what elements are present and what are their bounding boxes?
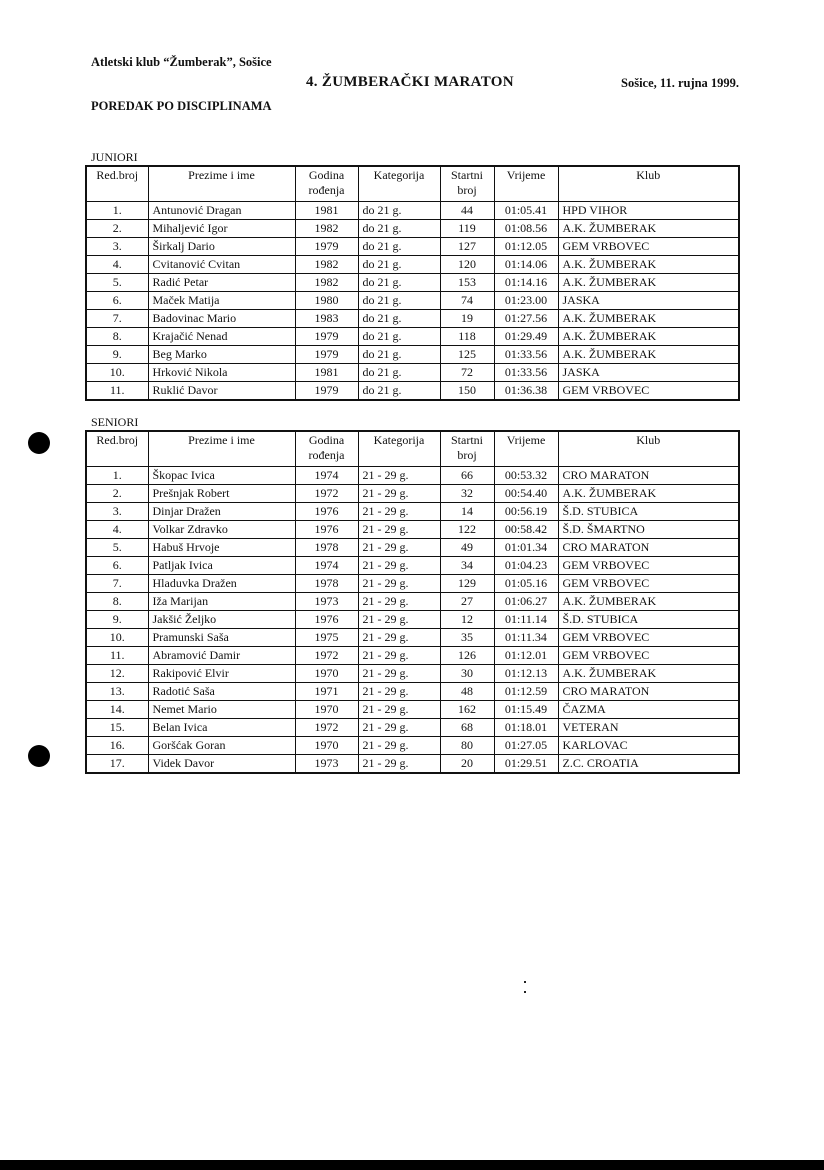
table-row: [86, 364, 739, 382]
rank-cell: 7.: [86, 310, 148, 328]
name-cell: Habuš Hrvoje: [148, 539, 295, 557]
year-cell: 1979: [295, 346, 358, 364]
rank-cell: 10.: [86, 629, 148, 647]
table-row: [86, 328, 739, 346]
name-cell: Hrković Nikola: [148, 364, 295, 382]
category-cell: do 21 g.: [358, 292, 440, 310]
club-cell: CRO MARATON: [558, 539, 739, 557]
year-cell: 1973: [295, 593, 358, 611]
table-row: [86, 467, 739, 485]
punch-hole-mark: [28, 745, 50, 767]
rank-cell: 15.: [86, 719, 148, 737]
time-cell: 01:06.27: [494, 593, 558, 611]
club-cell: KARLOVAC: [558, 737, 739, 755]
rank-cell: 12.: [86, 665, 148, 683]
time-cell: 01:08.56: [494, 220, 558, 238]
rank-cell: 8.: [86, 593, 148, 611]
category-cell: do 21 g.: [358, 202, 440, 220]
year-cell: 1978: [295, 539, 358, 557]
table-row: [86, 629, 739, 647]
name-cell: Mihaljević Igor: [148, 220, 295, 238]
scan-speck: [524, 981, 526, 983]
time-cell: 01:01.34: [494, 539, 558, 557]
name-cell: Cvitanović Cvitan: [148, 256, 295, 274]
table-row: [86, 202, 739, 220]
time-cell: 01:27.05: [494, 737, 558, 755]
club-cell: A.K. ŽUMBERAK: [558, 274, 739, 292]
bib-cell: 35: [440, 629, 494, 647]
category-cell: 21 - 29 g.: [358, 629, 440, 647]
bib-cell: 14: [440, 503, 494, 521]
year-cell: 1982: [295, 220, 358, 238]
time-cell: 01:11.14: [494, 611, 558, 629]
name-cell: Jakšić Željko: [148, 611, 295, 629]
club-cell: GEM VRBOVEC: [558, 382, 739, 401]
rank-cell: 11.: [86, 647, 148, 665]
bib-cell: 118: [440, 328, 494, 346]
table-row: [86, 346, 739, 364]
table-row: [86, 256, 739, 274]
rank-cell: 6.: [86, 557, 148, 575]
bib-cell: 68: [440, 719, 494, 737]
table-row: [86, 310, 739, 328]
bib-cell: 125: [440, 346, 494, 364]
rank-cell: 5.: [86, 274, 148, 292]
rank-cell: 17.: [86, 755, 148, 774]
col-header-time: Vrijeme: [494, 166, 558, 202]
year-cell: 1970: [295, 737, 358, 755]
rank-cell: 13.: [86, 683, 148, 701]
page-subtitle: POREDAK PO DISCIPLINAMA: [91, 99, 272, 113]
category-cell: 21 - 29 g.: [358, 557, 440, 575]
col-header-rank: Red.broj: [86, 431, 148, 467]
section-label-seniors: SENIORI: [91, 415, 139, 429]
bib-cell: 120: [440, 256, 494, 274]
time-cell: 01:05.16: [494, 575, 558, 593]
section-label-juniors: JUNIORI: [91, 150, 138, 164]
table-row: [86, 382, 739, 401]
rank-cell: 1.: [86, 202, 148, 220]
time-cell: 00:56.19: [494, 503, 558, 521]
year-cell: 1971: [295, 683, 358, 701]
name-cell: Iža Marijan: [148, 593, 295, 611]
time-cell: 01:29.51: [494, 755, 558, 774]
rank-cell: 8.: [86, 328, 148, 346]
rank-cell: 6.: [86, 292, 148, 310]
club-cell: A.K. ŽUMBERAK: [558, 593, 739, 611]
category-cell: do 21 g.: [358, 238, 440, 256]
col-header-bib: Startni broj: [440, 166, 494, 202]
name-cell: Antunović Dragan: [148, 202, 295, 220]
bib-cell: 150: [440, 382, 494, 401]
name-cell: Škopac Ivica: [148, 467, 295, 485]
time-cell: 01:12.59: [494, 683, 558, 701]
club-cell: A.K. ŽUMBERAK: [558, 310, 739, 328]
bib-cell: 127: [440, 238, 494, 256]
club-cell: Z.C. CROATIA: [558, 755, 739, 774]
year-cell: 1978: [295, 575, 358, 593]
year-cell: 1976: [295, 521, 358, 539]
col-header-bib: Startni broj: [440, 431, 494, 467]
category-cell: 21 - 29 g.: [358, 521, 440, 539]
category-cell: 21 - 29 g.: [358, 701, 440, 719]
club-cell: CRO MARATON: [558, 683, 739, 701]
club-cell: A.K. ŽUMBERAK: [558, 665, 739, 683]
table-row: [86, 665, 739, 683]
club-cell: ČAZMA: [558, 701, 739, 719]
category-cell: 21 - 29 g.: [358, 683, 440, 701]
club-cell: GEM VRBOVEC: [558, 238, 739, 256]
category-cell: do 21 g.: [358, 274, 440, 292]
time-cell: 00:53.32: [494, 467, 558, 485]
club-cell: JASKA: [558, 292, 739, 310]
rank-cell: 3.: [86, 503, 148, 521]
time-cell: 01:15.49: [494, 701, 558, 719]
category-cell: do 21 g.: [358, 310, 440, 328]
col-header-year: Godina rođenja: [295, 166, 358, 202]
category-cell: 21 - 29 g.: [358, 647, 440, 665]
category-cell: 21 - 29 g.: [358, 593, 440, 611]
year-cell: 1982: [295, 274, 358, 292]
rank-cell: 11.: [86, 382, 148, 401]
name-cell: Volkar Zdravko: [148, 521, 295, 539]
col-header-category: Kategorija: [358, 431, 440, 467]
seniors-table: [85, 430, 740, 774]
col-header-year: Godina rođenja: [295, 431, 358, 467]
year-cell: 1976: [295, 611, 358, 629]
category-cell: 21 - 29 g.: [358, 575, 440, 593]
rank-cell: 9.: [86, 346, 148, 364]
name-cell: Prešnjak Robert: [148, 485, 295, 503]
name-cell: Badovinac Mario: [148, 310, 295, 328]
name-cell: Maček Matija: [148, 292, 295, 310]
rank-cell: 9.: [86, 611, 148, 629]
year-cell: 1976: [295, 503, 358, 521]
name-cell: Pramunski Saša: [148, 629, 295, 647]
table-row: [86, 755, 739, 774]
year-cell: 1975: [295, 629, 358, 647]
name-cell: Ruklić Davor: [148, 382, 295, 401]
year-cell: 1970: [295, 701, 358, 719]
table-row: [86, 485, 739, 503]
category-cell: 21 - 29 g.: [358, 503, 440, 521]
year-cell: 1970: [295, 665, 358, 683]
year-cell: 1979: [295, 382, 358, 401]
bib-cell: 129: [440, 575, 494, 593]
category-cell: do 21 g.: [358, 256, 440, 274]
time-cell: 01:12.05: [494, 238, 558, 256]
time-cell: 01:14.16: [494, 274, 558, 292]
year-cell: 1981: [295, 364, 358, 382]
col-header-name: Prezime i ime: [148, 431, 295, 467]
bib-cell: 30: [440, 665, 494, 683]
bib-cell: 66: [440, 467, 494, 485]
bib-cell: 119: [440, 220, 494, 238]
year-cell: 1972: [295, 647, 358, 665]
time-cell: 01:05.41: [494, 202, 558, 220]
category-cell: 21 - 29 g.: [358, 467, 440, 485]
time-cell: 01:33.56: [494, 364, 558, 382]
juniors-table: [85, 165, 740, 401]
category-cell: 21 - 29 g.: [358, 539, 440, 557]
rank-cell: 4.: [86, 521, 148, 539]
bib-cell: 27: [440, 593, 494, 611]
year-cell: 1982: [295, 256, 358, 274]
bib-cell: 162: [440, 701, 494, 719]
name-cell: Nemet Mario: [148, 701, 295, 719]
time-cell: 01:33.56: [494, 346, 558, 364]
punch-hole-mark: [28, 432, 50, 454]
rank-cell: 4.: [86, 256, 148, 274]
year-cell: 1979: [295, 328, 358, 346]
time-cell: 01:12.01: [494, 647, 558, 665]
time-cell: 01:11.34: [494, 629, 558, 647]
rank-cell: 16.: [86, 737, 148, 755]
club-cell: A.K. ŽUMBERAK: [558, 346, 739, 364]
table-header-row: [86, 431, 739, 467]
time-cell: 00:58.42: [494, 521, 558, 539]
year-cell: 1972: [295, 719, 358, 737]
table-row: [86, 575, 739, 593]
col-header-club: Klub: [558, 166, 739, 202]
year-cell: 1972: [295, 485, 358, 503]
club-cell: GEM VRBOVEC: [558, 629, 739, 647]
club-cell: GEM VRBOVEC: [558, 575, 739, 593]
club-cell: A.K. ŽUMBERAK: [558, 256, 739, 274]
category-cell: do 21 g.: [358, 346, 440, 364]
year-cell: 1983: [295, 310, 358, 328]
table-row: [86, 503, 739, 521]
name-cell: Dinjar Dražen: [148, 503, 295, 521]
col-header-name: Prezime i ime: [148, 166, 295, 202]
club-cell: A.K. ŽUMBERAK: [558, 220, 739, 238]
bib-cell: 122: [440, 521, 494, 539]
table-row: [86, 539, 739, 557]
club-cell: GEM VRBOVEC: [558, 647, 739, 665]
table-row: [86, 701, 739, 719]
name-cell: Videk Davor: [148, 755, 295, 774]
table-row: [86, 274, 739, 292]
bib-cell: 34: [440, 557, 494, 575]
table-row: [86, 611, 739, 629]
time-cell: 01:29.49: [494, 328, 558, 346]
category-cell: do 21 g.: [358, 220, 440, 238]
name-cell: Radić Petar: [148, 274, 295, 292]
club-cell: CRO MARATON: [558, 467, 739, 485]
club-cell: JASKA: [558, 364, 739, 382]
col-header-club: Klub: [558, 431, 739, 467]
category-cell: do 21 g.: [358, 328, 440, 346]
club-cell: Š.D. STUBICA: [558, 503, 739, 521]
bib-cell: 72: [440, 364, 494, 382]
table-row: [86, 683, 739, 701]
rank-cell: 2.: [86, 220, 148, 238]
category-cell: 21 - 29 g.: [358, 755, 440, 774]
club-cell: Š.D. ŠMARTNO: [558, 521, 739, 539]
bib-cell: 153: [440, 274, 494, 292]
year-cell: 1979: [295, 238, 358, 256]
category-cell: do 21 g.: [358, 364, 440, 382]
name-cell: Radotić Saša: [148, 683, 295, 701]
club-cell: GEM VRBOVEC: [558, 557, 739, 575]
bib-cell: 32: [440, 485, 494, 503]
table-row: [86, 719, 739, 737]
club-cell: VETERAN: [558, 719, 739, 737]
year-cell: 1974: [295, 557, 358, 575]
table-row: [86, 521, 739, 539]
bib-cell: 20: [440, 755, 494, 774]
time-cell: 01:36.38: [494, 382, 558, 401]
year-cell: 1974: [295, 467, 358, 485]
table-row: [86, 557, 739, 575]
name-cell: Patljak Ivica: [148, 557, 295, 575]
table-row: [86, 737, 739, 755]
name-cell: Belan Ivica: [148, 719, 295, 737]
rank-cell: 2.: [86, 485, 148, 503]
name-cell: Hladuvka Dražen: [148, 575, 295, 593]
bib-cell: 74: [440, 292, 494, 310]
col-header-rank: Red.broj: [86, 166, 148, 202]
year-cell: 1981: [295, 202, 358, 220]
year-cell: 1973: [295, 755, 358, 774]
rank-cell: 7.: [86, 575, 148, 593]
name-cell: Abramović Damir: [148, 647, 295, 665]
table-row: [86, 292, 739, 310]
rank-cell: 1.: [86, 467, 148, 485]
category-cell: 21 - 29 g.: [358, 737, 440, 755]
club-cell: A.K. ŽUMBERAK: [558, 485, 739, 503]
time-cell: 01:14.06: [494, 256, 558, 274]
table-row: [86, 647, 739, 665]
time-cell: 01:12.13: [494, 665, 558, 683]
category-cell: 21 - 29 g.: [358, 485, 440, 503]
name-cell: Goršćak Goran: [148, 737, 295, 755]
col-header-time: Vrijeme: [494, 431, 558, 467]
name-cell: Širkalj Dario: [148, 238, 295, 256]
year-cell: 1980: [295, 292, 358, 310]
rank-cell: 3.: [86, 238, 148, 256]
category-cell: 21 - 29 g.: [358, 611, 440, 629]
bib-cell: 48: [440, 683, 494, 701]
time-cell: 00:54.40: [494, 485, 558, 503]
bib-cell: 19: [440, 310, 494, 328]
rank-cell: 14.: [86, 701, 148, 719]
name-cell: Rakipović Elvir: [148, 665, 295, 683]
col-header-category: Kategorija: [358, 166, 440, 202]
time-cell: 01:04.23: [494, 557, 558, 575]
rank-cell: 10.: [86, 364, 148, 382]
club-cell: HPD VIHOR: [558, 202, 739, 220]
bib-cell: 80: [440, 737, 494, 755]
table-row: [86, 220, 739, 238]
name-cell: Krajačić Nenad: [148, 328, 295, 346]
table-row: [86, 593, 739, 611]
category-cell: do 21 g.: [358, 382, 440, 401]
name-cell: Beg Marko: [148, 346, 295, 364]
place-date: Sošice, 11. rujna 1999.: [621, 76, 740, 90]
time-cell: 01:27.56: [494, 310, 558, 328]
bib-cell: 126: [440, 647, 494, 665]
club-header: Atletski klub “Žumberak”, Sošice: [91, 55, 272, 69]
club-cell: A.K. ŽUMBERAK: [558, 328, 739, 346]
time-cell: 01:18.01: [494, 719, 558, 737]
table-header-row: [86, 166, 739, 202]
rank-cell: 5.: [86, 539, 148, 557]
bib-cell: 44: [440, 202, 494, 220]
time-cell: 01:23.00: [494, 292, 558, 310]
category-cell: 21 - 29 g.: [358, 665, 440, 683]
bib-cell: 12: [440, 611, 494, 629]
category-cell: 21 - 29 g.: [358, 719, 440, 737]
table-row: [86, 238, 739, 256]
page-title: 4. ŽUMBERAČKI MARATON: [306, 74, 514, 90]
bib-cell: 49: [440, 539, 494, 557]
scan-speck: [524, 991, 526, 993]
scan-edge-bar: [0, 1160, 824, 1170]
club-cell: Š.D. STUBICA: [558, 611, 739, 629]
